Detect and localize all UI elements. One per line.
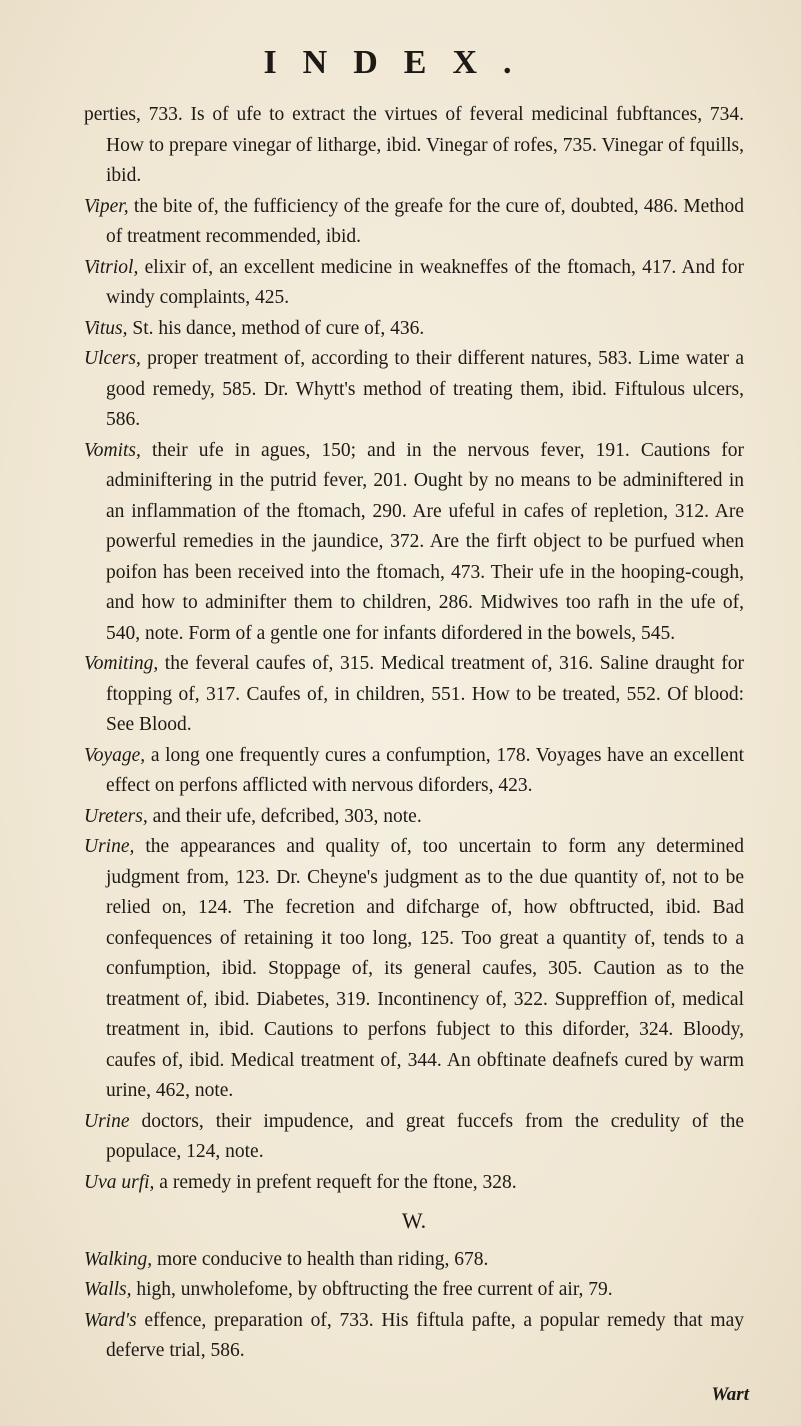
index-entry: Ureters, and their ufe, defcribed, 303, note.	[84, 805, 422, 827]
index-entry: Ulcers, proper treatment of, according to their different natures, 583. Lime water a good remedy, 585. Dr. Whytt's method of treating them, ibid. Fiftulous ulcers, 586.	[84, 348, 744, 430]
catchword: Wart	[711, 1384, 749, 1405]
index-entry: perties, 733. Is of ufe to extract the virtues of feveral medicinal fubftances, 734. How to prepare vinegar of litharge, ibid. Vinegar of rofes, 735. Vinegar of fquills, ibid.	[84, 104, 744, 186]
index-entry: Vitriol, elixir of, an excellent medicine in weakneffes of the ftomach, 417. And for windy complaints, 425.	[84, 256, 744, 308]
index-entry: Vitus, St. his dance, method of cure of, 436.	[84, 317, 425, 339]
index-entry: Viper, the bite of, the fufficiency of the greafe for the cure of, doubted, 486. Method of treatment recommended, ibid.	[84, 195, 744, 247]
index-entry: Ward's effence, preparation of, 733. His fiftula pafte, a popular remedy that may deferve trial, 586.	[84, 1309, 744, 1361]
index-entry: Urine, the appearances and quality of, too uncertain to form any determined judgment from, 123. Dr. Cheyne's judgment as to the due quantity of, not to be relied on, 124. The fecretion and difcharge of, how obftructed, ibid. Bad confequences of retaining it too long, 125. Too great a quantity of, tends to a confumption, ibid. Stoppage of, its general caufes, 305. Caution as to the treatment of, ibid. Diabetes, 319. Incontinency of, 322. Suppreffion of, medical treatment in, ibid. Cautions to perfons fubject to this diforder, 324. Bloody, caufes of, ibid. Medical treatment of, 344. An obftinate deafnefs cured by warm urine, 462, note.	[84, 836, 744, 1101]
index-body	[84, 100, 744, 1367]
index-entry: Urine doctors, their impudence, and great fuccefs from the credulity of the populace, 124, note.	[84, 1110, 744, 1162]
index-entry: Vomiting, the feveral caufes of, 315. Medical treatment of, 316. Saline draught for ftopping of, 317. Caufes of, in children, 551. How to be treated, 552. Of blood: See Blood.	[84, 653, 744, 735]
section-letter: W.	[401, 1208, 427, 1233]
index-entry: Voyage, a long one frequently cures a confumption, 178. Voyages have an excellent effect on perfons afflicted with nervous diforders, 423.	[84, 744, 744, 796]
index-entry: Walking, more conducive to health than riding, 678.	[84, 1248, 489, 1270]
index-entry: Vomits, their ufe in agues, 150; and in the nervous fever, 191. Cautions for adminiftering in the putrid fever, 201. Ought by no means to be adminiftered in an inflammation of the ftomach, 290. Are ufeful in cafes of repletion, 312. Are powerful remedies in the jaundice, 372. Are the firft object to be purfued when poifon has been received into the ftomach, 473. Their ufe in the hooping-cough, and how to adminifter them to children, 286. Midwives too rafh in the ufe of, 540, note. Form of a gentle one for infants difordered in the bowels, 545.	[84, 439, 744, 644]
index-entry: Walls, high, unwholefome, by obftructing the free current of air, 79.	[84, 1279, 613, 1300]
index-entry: Uva urfi, a remedy in prefent requeft for the ftone, 328.	[84, 1171, 517, 1193]
page-header: INDEX.	[263, 44, 538, 81]
